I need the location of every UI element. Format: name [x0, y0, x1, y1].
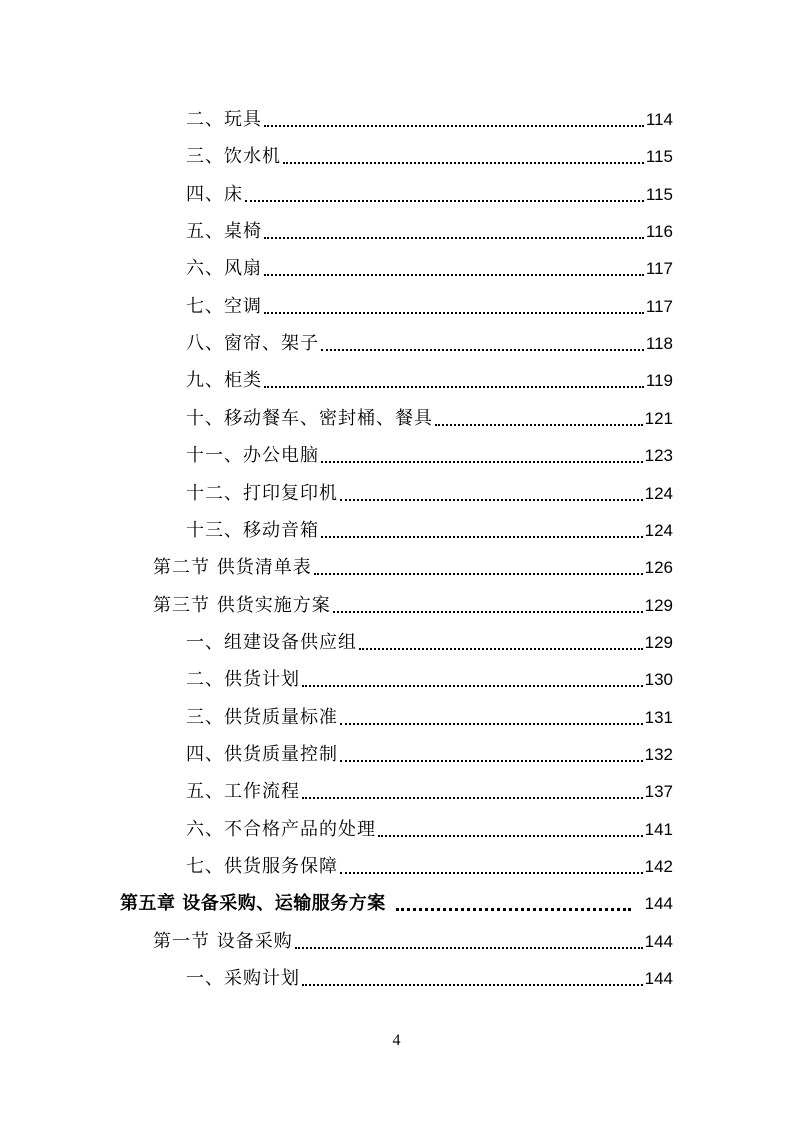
toc-dot-leader	[378, 825, 643, 837]
toc-entry-title: 十三、移动音箱	[186, 520, 319, 541]
toc-entry[interactable]	[186, 512, 673, 542]
toc-entry-title: 十二、打印复印机	[186, 483, 338, 504]
toc-entry[interactable]	[186, 325, 673, 355]
toc-entry-title: 九、柜类	[186, 370, 262, 391]
toc-entry-title: 第二节 供货清单表	[153, 557, 312, 578]
toc-entry-title: 四、床	[186, 184, 243, 205]
toc-page-number: 119	[645, 371, 673, 390]
toc-dot-leader	[264, 227, 644, 239]
toc-entry-title: 五、工作流程	[186, 781, 300, 802]
toc-dot-leader	[264, 264, 644, 276]
toc-entry[interactable]	[186, 101, 673, 131]
toc-entry-title: 十一、办公电脑	[186, 445, 319, 466]
toc-page-number: 121	[644, 409, 673, 428]
toc-dot-leader	[264, 302, 644, 314]
toc-dot-leader	[264, 376, 644, 388]
toc-page-number: 144	[644, 932, 673, 951]
toc-page-number: 144	[644, 894, 673, 913]
toc-dot-leader	[302, 974, 643, 986]
toc-page-number: 129	[644, 596, 673, 615]
toc-dot-leader	[245, 190, 644, 202]
toc-entry-title: 一、采购计划	[186, 968, 300, 989]
toc-page-number: 115	[645, 147, 673, 166]
toc-page-number: 131	[644, 708, 673, 727]
toc-entry-title: 五、桌椅	[186, 221, 262, 242]
toc-page-number: 129	[644, 633, 673, 652]
toc-entry[interactable]	[186, 400, 673, 430]
toc-dot-leader	[340, 489, 643, 501]
toc-page-number: 114	[645, 110, 673, 129]
toc-dot-leader	[340, 750, 643, 762]
toc-chapter-entry[interactable]	[120, 885, 673, 915]
toc-entry[interactable]	[186, 176, 673, 206]
toc-page-number: 137	[644, 782, 673, 801]
toc-section-entry[interactable]	[153, 549, 673, 579]
page-number: 4	[392, 1032, 401, 1049]
toc-entry-title: 四、供货质量控制	[186, 744, 338, 765]
toc-entry-title: 二、玩具	[186, 109, 262, 130]
toc-page-number: 118	[645, 334, 673, 353]
toc-entry-title: 六、不合格产品的处理	[186, 819, 376, 840]
toc-dot-leader	[314, 563, 643, 575]
toc-dot-leader	[340, 713, 643, 725]
toc-entry[interactable]	[186, 624, 673, 654]
toc-entry[interactable]	[186, 437, 673, 467]
toc-section-entry[interactable]	[153, 923, 673, 953]
toc-dot-leader	[302, 675, 643, 687]
toc-page-number: 142	[644, 857, 673, 876]
toc-entry[interactable]	[186, 362, 673, 392]
toc-entry-title: 第一节 设备采购	[153, 931, 293, 952]
toc-entry-title: 六、风扇	[186, 258, 262, 279]
toc-page-number: 141	[644, 820, 673, 839]
toc-page-number: 132	[644, 745, 673, 764]
toc-dot-leader	[321, 339, 644, 351]
toc-entry-title: 第三节 供货实施方案	[153, 595, 331, 616]
toc-dot-leader	[396, 898, 631, 911]
toc-page-number: 130	[644, 670, 673, 689]
toc-entry-title: 二、供货计划	[186, 669, 300, 690]
toc-entry-title: 三、饮水机	[186, 146, 281, 167]
toc-entry[interactable]	[186, 475, 673, 505]
toc-dot-leader	[333, 601, 643, 613]
toc-dot-leader	[321, 526, 643, 538]
toc-page-number: 126	[644, 558, 673, 577]
toc-page-number: 124	[644, 484, 673, 503]
toc-dot-leader	[435, 414, 643, 426]
toc-entry-title: 一、组建设备供应组	[186, 632, 357, 653]
toc-entry[interactable]	[186, 811, 673, 841]
toc-entry[interactable]	[186, 661, 673, 691]
toc-entry-title: 三、供货质量标准	[186, 707, 338, 728]
toc-dot-leader	[359, 638, 643, 650]
toc-entry[interactable]	[186, 138, 673, 168]
toc-entry[interactable]	[186, 699, 673, 729]
toc-page-number: 124	[644, 521, 673, 540]
toc-dot-leader	[283, 152, 644, 164]
toc-dot-leader	[295, 937, 643, 949]
toc-dot-leader	[302, 787, 643, 799]
toc-page-number: 116	[645, 222, 673, 241]
toc-page-number: 117	[645, 297, 673, 316]
toc-entry[interactable]	[186, 213, 673, 243]
toc-entry-title: 七、空调	[186, 296, 262, 317]
toc-page-number: 115	[645, 185, 673, 204]
toc-entry[interactable]	[186, 288, 673, 318]
toc-dot-leader	[340, 862, 643, 874]
toc-entry-title: 七、供货服务保障	[186, 856, 338, 877]
toc-entry-title: 十、移动餐车、密封桶、餐具	[186, 408, 433, 429]
toc-page-number: 123	[644, 446, 673, 465]
toc-entry[interactable]	[186, 736, 673, 766]
toc-entry[interactable]	[186, 960, 673, 990]
toc-entry[interactable]	[186, 848, 673, 878]
toc-dot-leader	[321, 451, 643, 463]
toc-page-number: 144	[644, 969, 673, 988]
toc-entry-title: 八、窗帘、架子	[186, 333, 319, 354]
toc-entry-title: 第五章 设备采购、运输服务方案	[120, 893, 386, 914]
toc-entry[interactable]	[186, 773, 673, 803]
toc-section-entry[interactable]	[153, 587, 673, 617]
toc-dot-leader	[264, 115, 644, 127]
toc-entry[interactable]	[186, 250, 673, 280]
toc-page-number: 117	[645, 259, 673, 278]
